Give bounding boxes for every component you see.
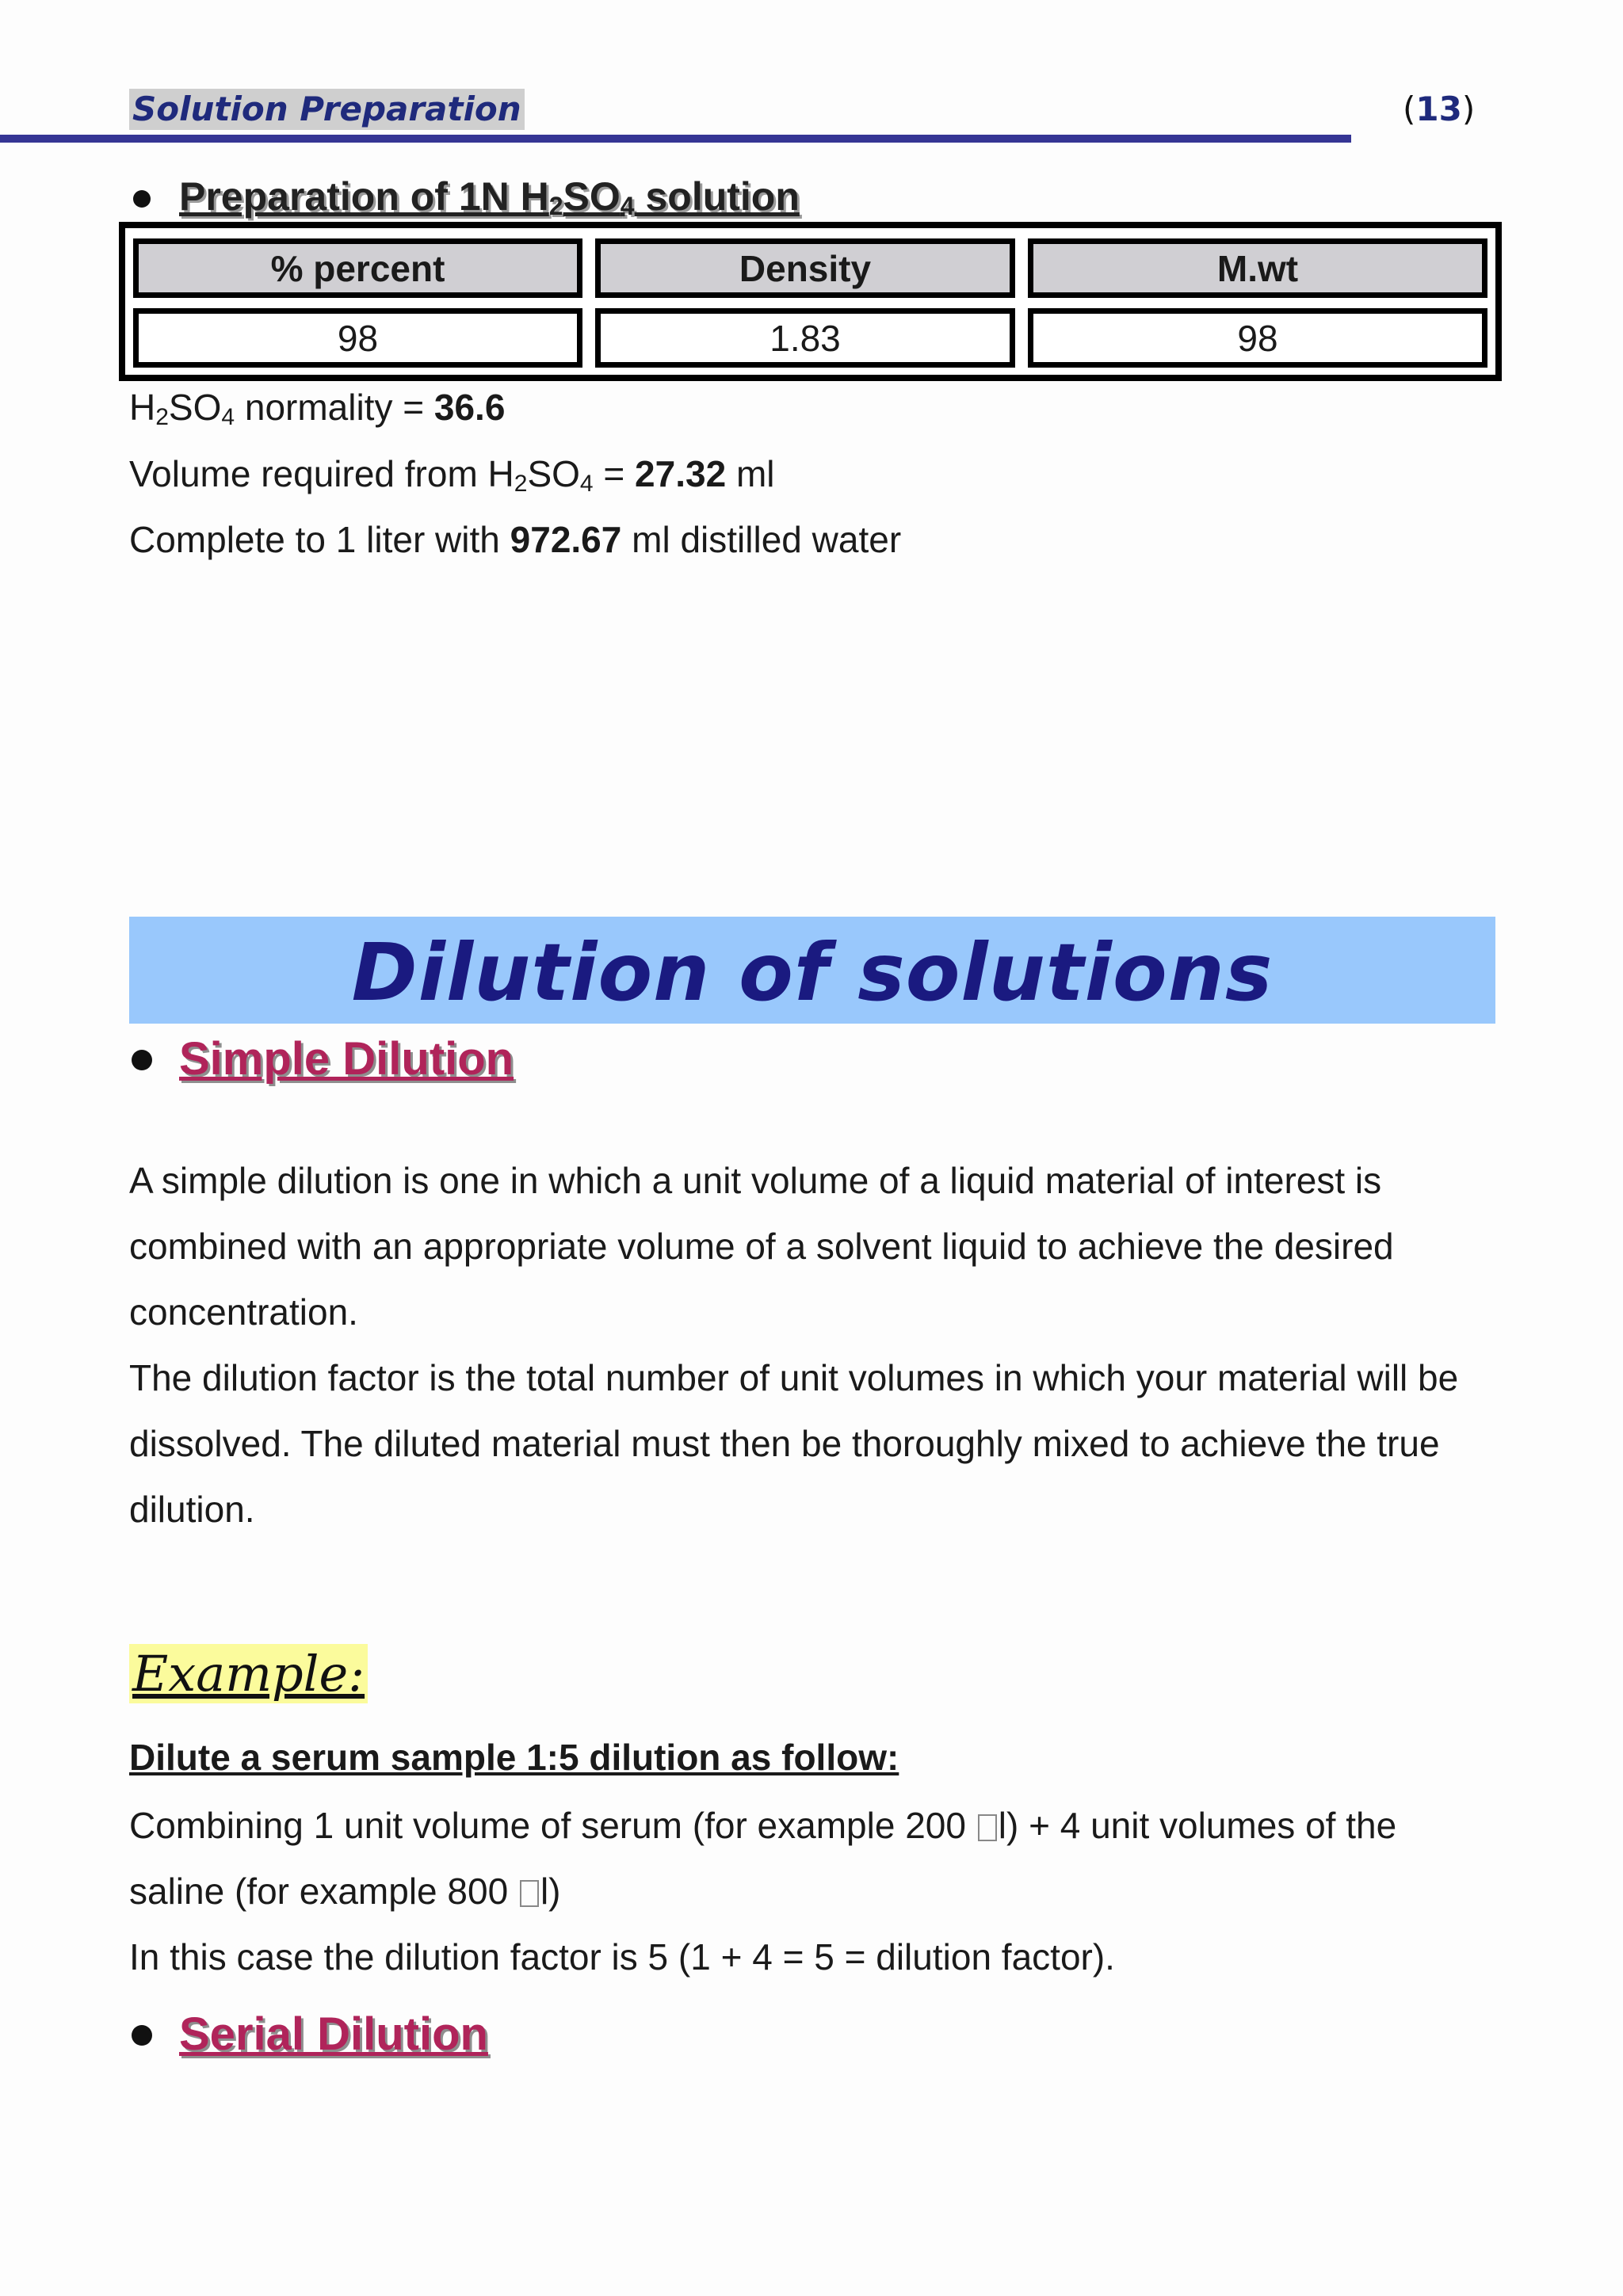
normality-line: $H_2SO_4$ normality = 36.6	[129, 387, 506, 430]
section-title: Solution Preparation	[129, 89, 525, 130]
example-label: Example:	[129, 1644, 368, 1703]
table-cell-mwt: 98	[1028, 308, 1487, 368]
complete-line: Complete to 1 liter with 972.67 ml distilled water	[129, 519, 902, 560]
page-number: (13)	[1403, 90, 1476, 128]
simple-dilution-paragraph-2: The dilution factor is the total number of unit volumes in which your material will be dissolved. The diluted material must then be thoroughly mixed to achieve the true dilution.	[129, 1357, 1459, 1530]
bullet-icon	[132, 1050, 152, 1070]
prep-heading: Preparation of 1N $H_2SO_4$ solution	[179, 174, 800, 220]
prep-table	[119, 222, 1502, 381]
dilution-factor-line: In this case the dilution factor is 5 (1 + 4 = 5 = dilution factor).	[129, 1936, 1115, 1978]
serial-dilution-heading: Serial Dilution	[179, 2008, 488, 2060]
missing-glyph-icon	[520, 1880, 539, 1907]
table-cell-percent: 98	[133, 308, 582, 368]
table-cell-density: 1.83	[595, 308, 1015, 368]
simple-dilution-paragraph-1: A simple dilution is one in which a unit volume of a liquid material of interest is combined with an appropriate volume of a solvent liquid to achieve the desired concentration.	[129, 1160, 1394, 1333]
header-rule	[0, 135, 1351, 143]
table-header-mwt: M.wt	[1028, 238, 1487, 298]
dilution-title: Dilution of solutions	[351, 926, 1274, 1019]
example-text: Combining 1 unit volume of serum (for example 200 l) + 4 unit volumes of the saline (for example 800 l)	[129, 1805, 1397, 1912]
volume-line: Volume required from $H_2SO_4 = 27.32$ ml	[129, 453, 775, 497]
table-header-percent: % percent	[133, 238, 582, 298]
example-heading: Dilute a serum sample 1:5 dilution as follow:	[129, 1737, 899, 1778]
simple-dilution-heading: Simple Dilution	[179, 1033, 514, 1085]
table-header-density: Density	[595, 238, 1015, 298]
bullet-icon	[132, 2025, 152, 2046]
bullet-icon	[133, 190, 151, 208]
missing-glyph-icon	[978, 1814, 997, 1841]
